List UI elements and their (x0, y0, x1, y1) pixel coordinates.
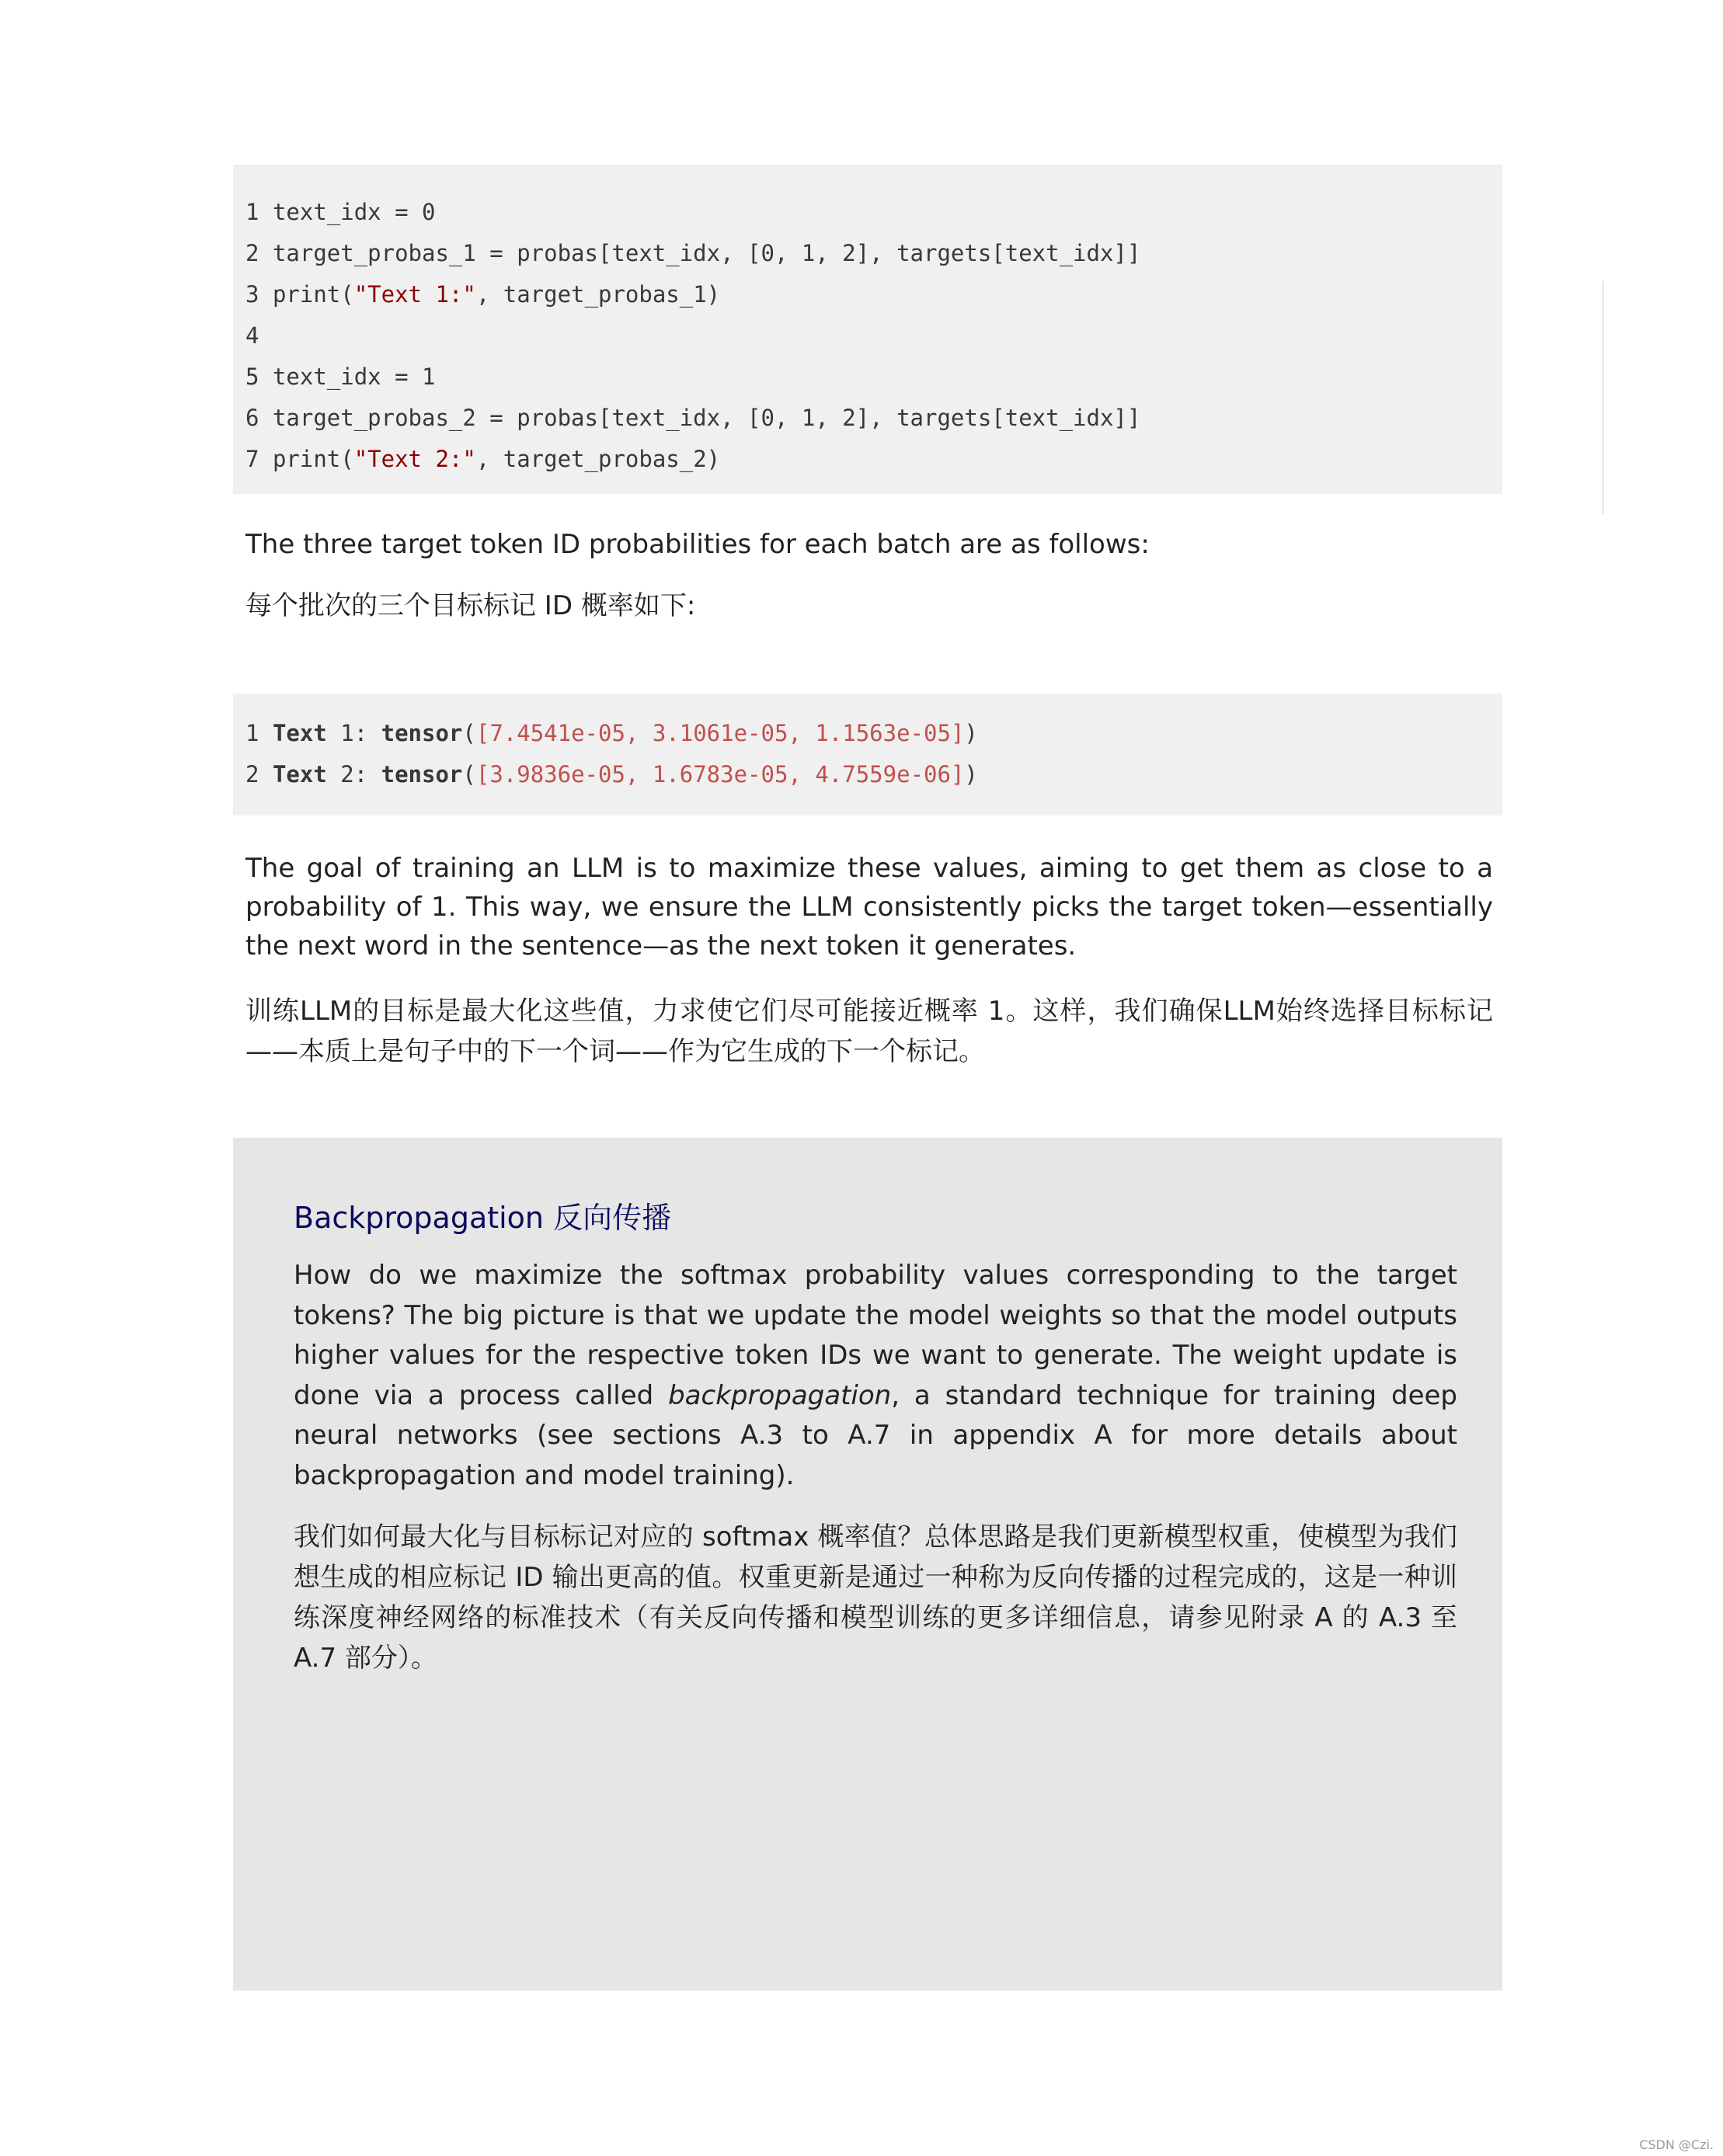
code-block-python (233, 165, 1502, 494)
callout-box-backpropagation (233, 1138, 1502, 1991)
callout-title: Backpropagation 反向传播 (294, 1201, 672, 1235)
tensor-values: [7.4541e-05, 3.1061e-05, 1.1563e-05] (475, 720, 965, 746)
code-line: 5 text_idx = 1 (245, 363, 436, 390)
code-line: 4 (245, 322, 259, 349)
paragraph-en: The goal of training an LLM is to maximize these values, aiming to get them as close to a probability of 1. This way, we ensure the LLM consistently picks the target token—essentially the next word in the sentence—as the next token it generates. (245, 853, 1493, 962)
watermark: CSDN @Czi. (1639, 2137, 1714, 2152)
code-line: 3 print("Text 1:", target_probas_1) (245, 281, 721, 308)
paragraph-zh: 训练LLM的目标是最大化这些值，力求使它们尽可能接近概率 1。这样，我们确保LLM始终选择目标标记——本质上是句子中的下一个词——作为它生成的下一个标记。 (245, 996, 1493, 1067)
tensor-values: [3.9836e-05, 1.6783e-05, 4.7559e-06] (475, 761, 965, 788)
scrollbar-track[interactable] (1602, 281, 1604, 514)
code-line: 2 target_probas_1 = probas[text_idx, [0, 1, 2], targets[text_idx]] (245, 240, 1141, 266)
output-line: 2 Text 2: tensor([3.9836e-05, 1.6783e-05, 4.7559e-06]) (245, 761, 978, 788)
code-line: 6 target_probas_2 = probas[text_idx, [0, 1, 2], targets[text_idx]] (245, 405, 1141, 431)
callout-paragraph-zh: 我们如何最大化与目标标记对应的 softmax 概率值？总体思路是我们更新模型权重，使模型为我们想生成的相应标记 ID 输出更高的值。权重更新是通过一种称为反向传播的过程完成的，这是一种训练深度神经网络的标准技术（有关反向传播和模型训练的更多详细信息，请参见附录 A 的 A.3 至 A.7 部分）。 (294, 1521, 1457, 1674)
paragraph-en: The three target token ID probabilities for each batch are as follows: (245, 529, 1150, 560)
callout-paragraph-en: How do we maximize the softmax probability values corresponding to the target tokens? The big picture is that we update the model weights so that the model outputs higher values for the respective token IDs we want to generate. The weight update is done via a process called backpropagation, a standard technique for training deep neural networks (see sections A.3 to A.7 in appendix A for more details about backpropagation and model training). (294, 1260, 1457, 1491)
emphasis: backpropagation (668, 1379, 892, 1411)
string-literal: "Text 1:" (353, 281, 476, 308)
string-literal: "Text 2:" (353, 446, 476, 472)
output-line: 1 Text 1: tensor([7.4541e-05, 3.1061e-05, 1.1563e-05]) (245, 720, 978, 746)
code-line: 1 text_idx = 0 (245, 199, 436, 225)
paragraph-zh: 每个批次的三个目标标记 ID 概率如下: (245, 590, 696, 621)
code-line: 7 print("Text 2:", target_probas_2) (245, 446, 721, 472)
code-block-output (233, 694, 1502, 815)
